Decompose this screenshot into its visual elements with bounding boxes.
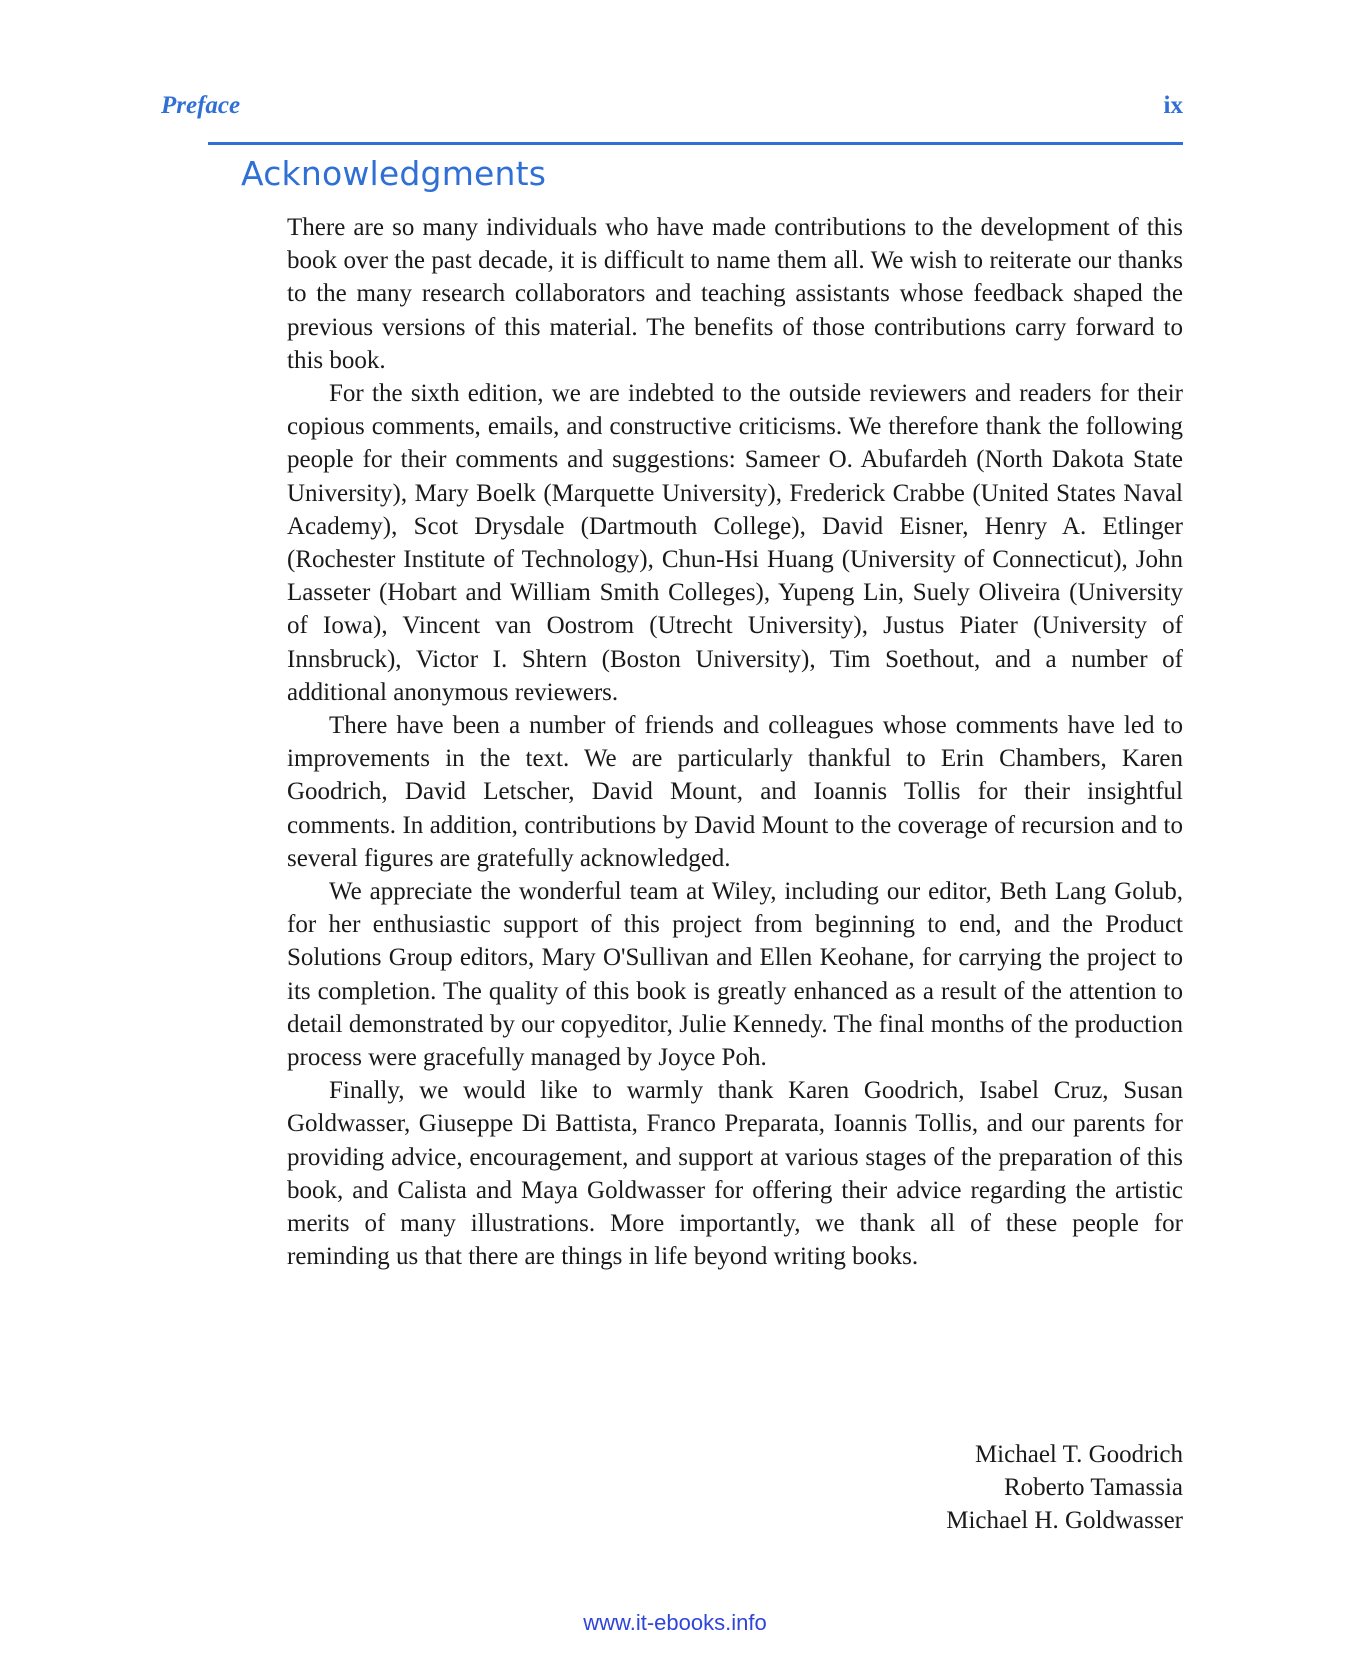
page-number: ix bbox=[1163, 92, 1183, 119]
author-name: Michael T. Goodrich bbox=[974, 1441, 1183, 1468]
running-title: Preface bbox=[161, 92, 241, 119]
section-heading: Acknowledgments bbox=[241, 154, 547, 193]
author-signatures bbox=[946, 1438, 1183, 1537]
paragraph-4: We appreciate the wonderful team at Wiley, including our editor, Beth Lang Golub, for her enthusiastic support of this project from beginning to end, and the Product Solutions Group editors, Mary O'Sullivan and Ellen Keohane, for carrying the project to its completion. The quality of this book is greatly enhanced as a result of the attention to detail demonstrated by our copyeditor, Julie Kennedy. The final months of the production process were gracefully managed by Joyce Poh. bbox=[287, 878, 1183, 1072]
author-name: Michael H. Goldwasser bbox=[946, 1507, 1183, 1534]
author-name: Roberto Tamassia bbox=[1003, 1474, 1183, 1501]
acknowledgments-body bbox=[287, 211, 1183, 1274]
paragraph-3: There have been a number of friends and colleagues whose comments have led to improvements in the text. We are particularly thankful to Erin Chambers, Karen Goodrich, David Letscher, David Mount, and Ioannis Tollis for their insightful comments. In addition, contributions by David Mount to the coverage of recursion and to several figures are gratefully acknowledged. bbox=[287, 712, 1183, 872]
paragraph-1: There are so many individuals who have made contributions to the development of this book over the past decade, it is difficult to name them all. We wish to reiterate our thanks to the many research collaborators and teaching assistants whose feedback shaped the previous versions of this material. The benefits of those contributions carry forward to this book. bbox=[287, 214, 1183, 374]
header-rule bbox=[208, 142, 1183, 145]
paragraph-2: For the sixth edition, we are indebted to the outside reviewers and readers for their copious comments, emails, and constructive criticisms. We therefore thank the following people for their comments and suggestions: Sameer O. Abufardeh (North Dakota State University), Mary Boelk (Marquette University), Frederick Crabbe (United States Naval Academy), Scot Drysdale (Dartmouth College), David Eisner, Henry A. Etlinger (Rochester Institute of Technology), Chun-Hsi Huang (University of Connecticut), John Lasseter (Hobart and William Smith Colleges), Yupeng Lin, Suely Oliveira (University of Iowa), Vincent van Oostrom (Utrecht University), Justus Piater (University of Innsbruck), Victor I. Shtern (Boston University), Tim Soethout, and a number of additional anonymous reviewers. bbox=[287, 380, 1183, 706]
running-header bbox=[161, 92, 1183, 126]
paragraph-5: Finally, we would like to warmly thank Karen Goodrich, Isabel Cruz, Susan Goldwasser, Giuseppe Di Battista, Franco Preparata, Ioannis Tollis, and our parents for providing advice, encouragement, and support at various stages of the preparation of this book, and Calista and Maya Goldwasser for offering their advice regarding the artistic merits of many illustrations. More importantly, we thank all of these people for reminding us that there are things in life beyond writing books. bbox=[287, 1077, 1183, 1271]
footer-link[interactable]: www.it-ebooks.info bbox=[583, 1610, 767, 1635]
